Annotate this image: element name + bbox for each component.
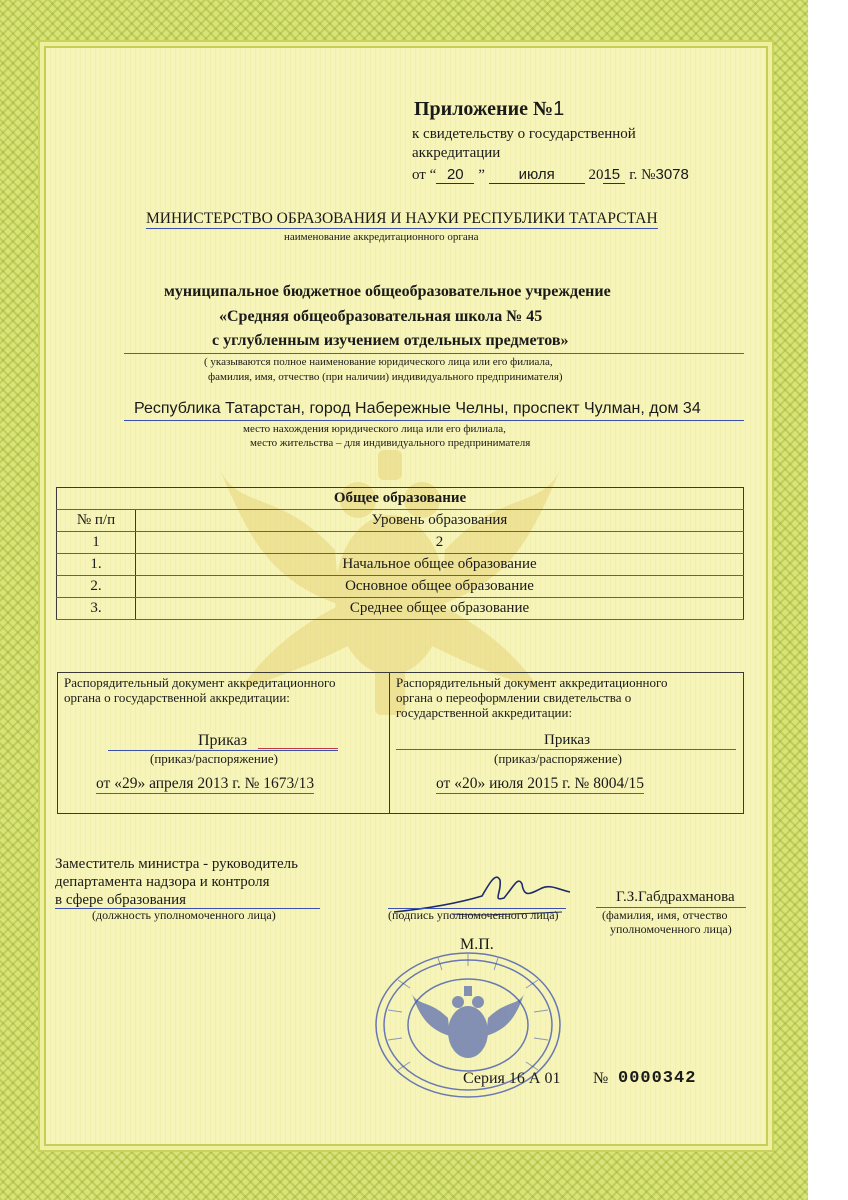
left-doc-type: Приказ bbox=[198, 732, 248, 749]
education-table bbox=[56, 487, 744, 620]
row-num: 2. bbox=[57, 576, 136, 598]
date-month: июля bbox=[489, 166, 585, 184]
appendix-subtitle-2: аккредитации bbox=[412, 145, 501, 161]
series-number: 0000342 bbox=[618, 1069, 697, 1088]
right-doc-type-line bbox=[396, 749, 736, 750]
signatory-position-2: департамента надзора и контроля bbox=[55, 874, 270, 890]
date-year-unit: г. bbox=[629, 167, 638, 183]
address-value: Республика Татарстан, город Набережные Челны, проспект Чулман, дом 34 bbox=[134, 400, 701, 417]
right-doc-heading-1: Распорядительный документ аккредитационного bbox=[396, 675, 668, 690]
row-level: Среднее общее образование bbox=[136, 598, 744, 620]
row-level: Основное общее образование bbox=[136, 576, 744, 598]
row-num: 1. bbox=[57, 554, 136, 576]
right-doc-heading-2: органа о переоформлении свидетельства о bbox=[396, 690, 632, 705]
left-doc-heading-2: органа о государственной аккредитации: bbox=[64, 690, 290, 705]
table-row bbox=[57, 598, 744, 620]
address-caption-1: место нахождения юридического лица или его филиала, bbox=[243, 423, 506, 435]
address-caption-2: место жительства – для индивидуального предпринимателя bbox=[250, 437, 531, 449]
org-name-line-3: с углубленным изучением отдельных предметов» bbox=[212, 332, 569, 349]
appendix-date-line bbox=[412, 166, 689, 184]
date-year-suffix: 15 bbox=[603, 166, 625, 184]
right-doc-type: Приказ bbox=[544, 732, 591, 748]
documents-box bbox=[57, 672, 744, 814]
date-year-prefix: 20 bbox=[588, 167, 604, 183]
open-quote: “ bbox=[429, 167, 437, 183]
signatory-name: Г.З.Габдрахманова bbox=[616, 889, 735, 905]
signatory-name-caption-2: уполномоченного лица) bbox=[610, 922, 732, 936]
index-cell-2: 2 bbox=[136, 532, 744, 554]
close-quote: ” bbox=[478, 167, 485, 183]
right-doc-heading-3: государственной аккредитации: bbox=[396, 705, 573, 720]
appendix-number: 1 bbox=[553, 98, 565, 120]
right-doc-date-line: от «20» июля 2015 г. № 8004/15 bbox=[436, 775, 645, 792]
col-header-level: Уровень образования bbox=[136, 510, 744, 532]
signatory-position-3: в сфере образования bbox=[55, 892, 187, 908]
org-caption-1: ( указываются полное наименование юридического лица или его филиала, bbox=[204, 356, 553, 368]
date-prefix: от bbox=[412, 167, 426, 183]
table-row bbox=[57, 554, 744, 576]
signatory-name-caption-1: (фамилия, имя, отчество bbox=[602, 908, 728, 922]
signatory-position-caption: (должность уполномоченного лица) bbox=[92, 908, 276, 922]
table-row bbox=[57, 576, 744, 598]
left-doc-date-line: от «29» апреля 2013 г. № 1673/13 bbox=[96, 775, 315, 792]
index-cell-1: 1 bbox=[57, 532, 136, 554]
org-name-line-1: муниципальное бюджетное общеобразовательное учреждение bbox=[164, 283, 611, 300]
appendix-subtitle-1: к свидетельству о государственной bbox=[412, 126, 636, 142]
series-label: Серия 16 А 01 bbox=[463, 1070, 561, 1087]
org-underline bbox=[124, 353, 744, 354]
stamp-place-label: М.П. bbox=[460, 936, 494, 953]
left-doc-type-redline bbox=[258, 748, 338, 749]
signatory-position-1: Заместитель министра - руководитель bbox=[55, 856, 298, 872]
signature-caption: (подпись уполномоченного лица) bbox=[388, 908, 559, 922]
address-underline bbox=[124, 420, 744, 421]
org-caption-2: фамилия, имя, отчество (при наличии) индивидуального предпринимателя) bbox=[208, 371, 563, 383]
appendix-title bbox=[414, 98, 564, 121]
org-name-line-2: «Средняя общеобразовательная школа № 45 bbox=[219, 308, 543, 325]
series-number-prefix: № bbox=[593, 1070, 609, 1087]
date-day: 20 bbox=[436, 166, 474, 184]
left-doc-heading-1: Распорядительный документ аккредитационного bbox=[64, 675, 336, 690]
row-num: 3. bbox=[57, 598, 136, 620]
col-header-num: № п/п bbox=[57, 510, 136, 532]
authority-name: МИНИСТЕРСТВО ОБРАЗОВАНИЯ И НАУКИ РЕСПУБЛИКИ ТАТАРСТАН bbox=[146, 210, 658, 227]
left-doc-caption: (приказ/распоряжение) bbox=[150, 751, 278, 766]
appendix-title-text: Приложение № bbox=[414, 98, 554, 120]
right-doc-caption: (приказ/распоряжение) bbox=[494, 751, 622, 766]
reg-no: 3078 bbox=[655, 166, 689, 183]
documents-divider bbox=[389, 673, 390, 813]
table-title: Общее образование bbox=[57, 488, 744, 510]
row-level: Начальное общее образование bbox=[136, 554, 744, 576]
reg-no-prefix: № bbox=[641, 167, 656, 183]
authority-caption: наименование аккредитационного органа bbox=[284, 231, 479, 243]
